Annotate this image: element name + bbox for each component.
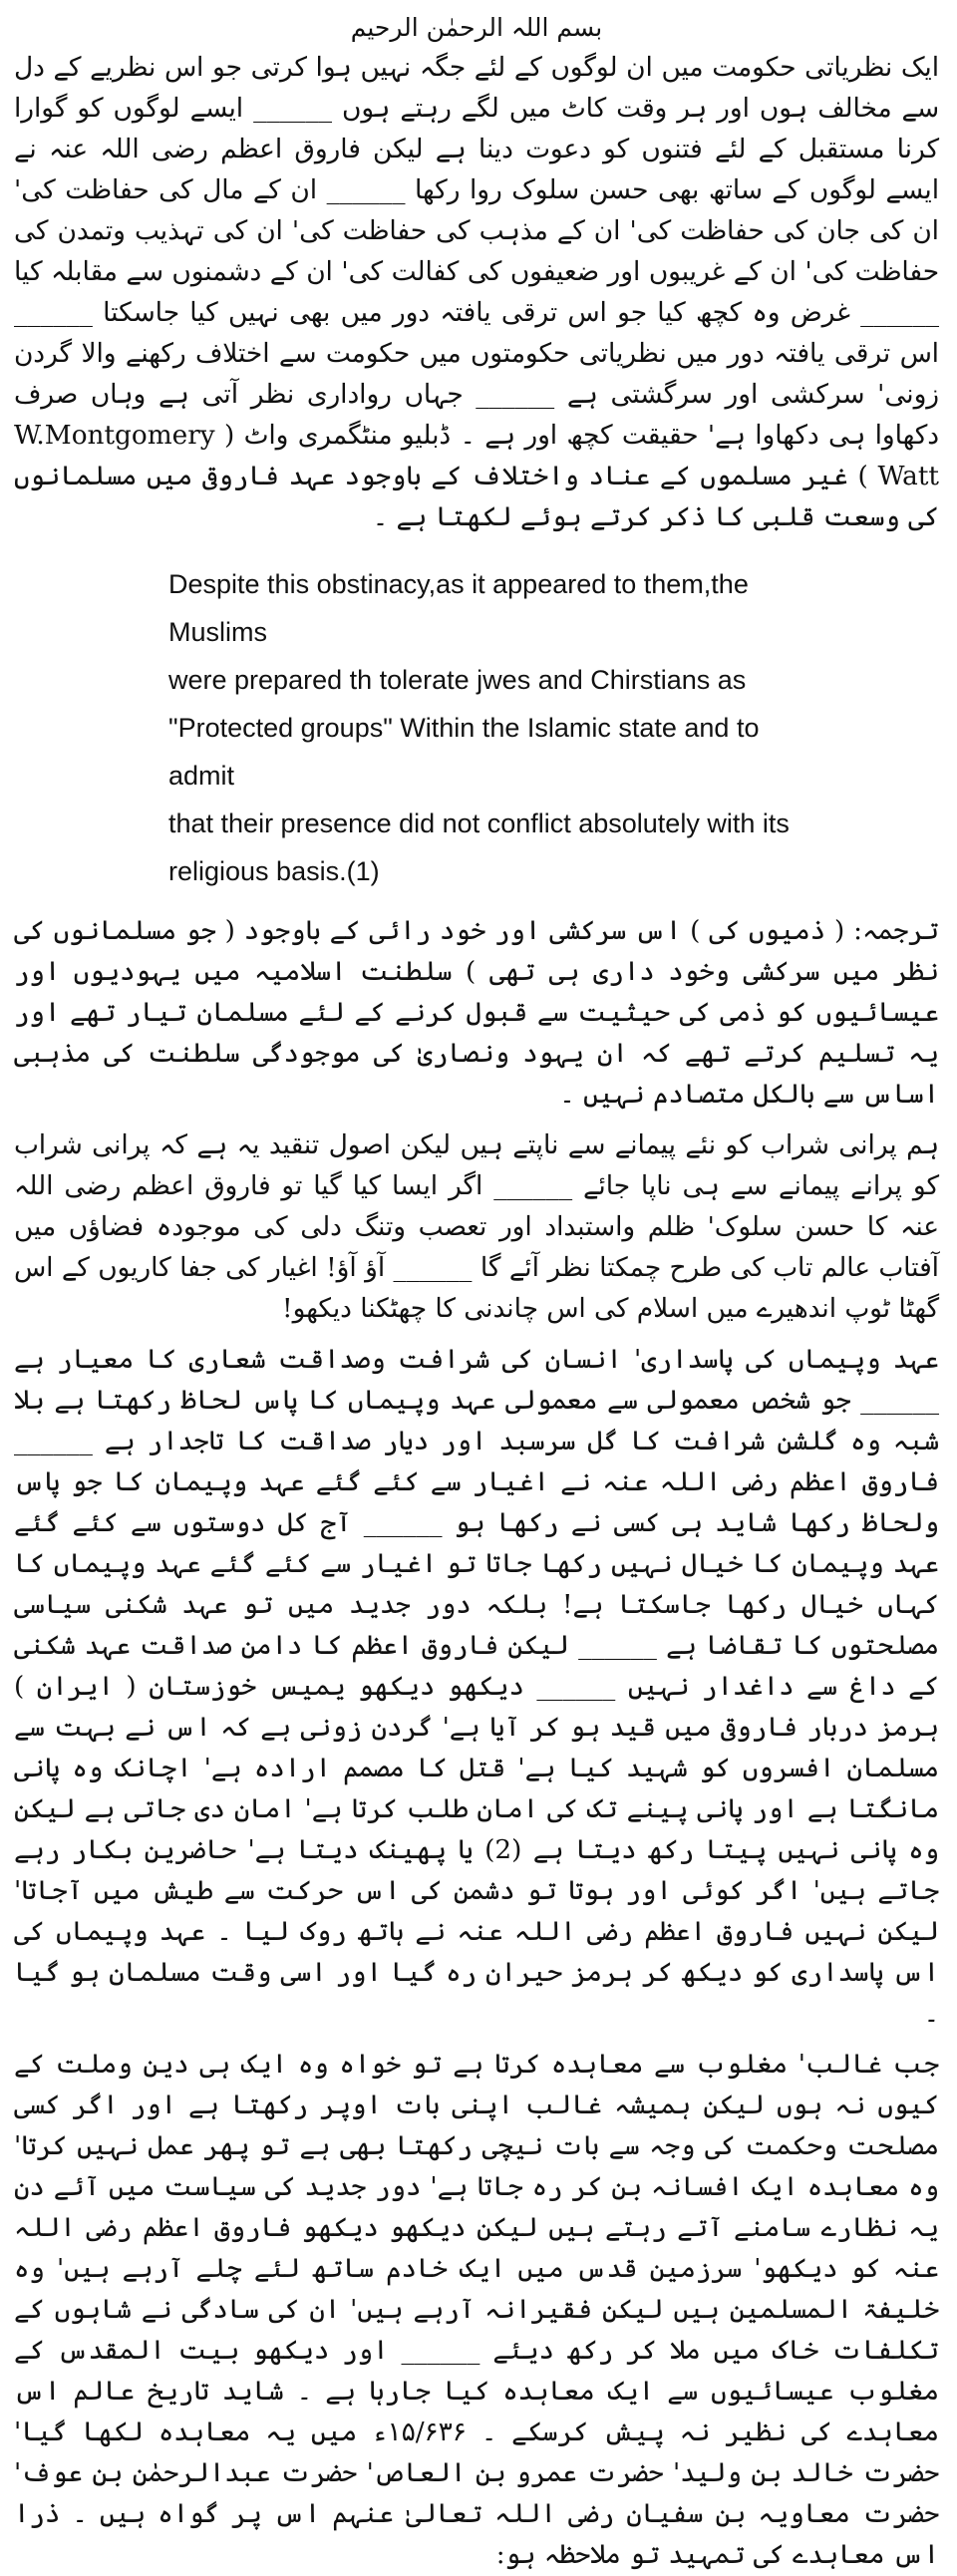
quote-line: religious basis.(1) [168,856,380,886]
bismillah-heading: بسم اللہ الرحمٰن الرحیم [350,13,603,42]
quote-line: were prepared th tolerate jwes and Chirstians as [168,665,747,695]
paragraph-1: ایک نظریاتی حکومت میں ان لوگوں کے لئے جگہ نہیں ہوا کرتی جو اس نظریے کے دل سے مخالف ہوں اور ہر وقت کاٹ میں لگے رہتے ہوں ______ ایسے لوگوں کو گوارا کرنا مستقبل کے لئے فتنوں کو دعوت دینا ہے لیکن فاروق اعظم رضی اللہ عنہ نے ایسے لوگوں کے ساتھ بھی حسن سلوک روا رکھا ______ ان کے مال کی حفاظت کی' ان کی جان کی حفاظت کی' ان کے مذہب کی حفاظت کی' ان کی تہذیب وتمدن کی حفاظت کی' ان کے غریبوں اور ضعیفوں کی کفالت کی' ان کے دشمنوں سے مقابلہ کیا ______ غرض وہ کچھ کیا جو اس ترقی یافتہ دور میں بھی نہیں کیا جاسکتا ______ اس ترقی یافتہ دور میں نظریاتی حکومتوں میں حکومت سے اختلاف رکھنے والا گردن زونی' سرکشی اور سرگشتی ہے ______ جہاں رواداری نظر آتی ہے وہاں صرف دکھاوا ہی دکھاوا ہے' حقیقت کچھ اور ہے ۔ ڈبلیو منٹگمری واٹ ( W.Montgomery Watt ) غیر مسلموں کے عناد واختلاف کے باوجود عہد فاروقی میں مسلمانوں کی وسعت قلبی کا ذکر کرتے ہوئے لکھتا ہے ۔ [14,53,939,532]
paragraph-4: عہد وپیماں کی پاسداری' انسان کی شرافت وصداقت شعاری کا معیار ہے ______ جو شخص معمولی سے معمولی عہد وپیماں کا پاس لحاظ رکھتا ہے بلا شبہ وہ گلشن شرافت کا گل سرسبد اور دیار صداقت کا تاجدار ہے ______ فاروق اعظم رضی اللہ عنہ نے اغیار سے کئے گئے عہد وپیمان کا جو پاس ولحاظ رکھا شاید ہی کسی نے رکھا ہو ______ آج کل دوستوں سے کئے گئے عہد وپیمان کا خیال نہیں رکھا جاتا تو اغیار سے کئے گئے عہد وپیماں کا کہاں خیال رکھا جاسکتا ہے! بلکہ دور جدید میں تو عہد شکنی سیاسی مصلحتوں کا تقاضا ہے ______ لیکن فاروق اعظم کا دامن صداقت عہد شکنی کے داغ سے داغدار نہیں ______ دیکھو دیکھو یمیس خوزستان ( ایران ) ہرمز دربار فاروقی میں قید ہو کر آیا ہے' گردن زونی ہے کہ اس نے بہت سے مسلمان افسروں کو شہید کیا ہے' قتل کا مصمم ارادہ ہے' اچانک وہ پانی مانگتا ہے اور پانی پینے تک کی امان طلب کرتا ہے' امان دی جاتی ہے لیکن وہ پانی نہیں پیتا رکھ دیتا ہے (2) یا پھینک دیتا ہے' حاضرین بکار رہے جاتے ہیں' اگر کوئی اور ہوتا تو دشمن کی اس حرکت سے طیش میں آجاتا' لیکن نہیں فاروق اعظم رضی اللہ عنہ نے ہاتھ روک لیا ۔ عہد وپیماں کی اس پاسداری کو دیکھ کر ہرمز حیران رہ گیا اور اسی وقت مسلمان ہو گیا ۔ [14,1345,939,2029]
paragraph-5: جب غالب' مغلوب سے معاہدہ کرتا ہے تو خواہ وہ ایک ہی دین وملت کے کیوں نہ ہوں لیکن ہمیشہ غالب اپنی بات اوپر رکھتا ہے اور اگر کسی مصلحت وحکمت کی وجہ سے بات نیچی رکھتا بھی ہے تو پھر عمل نہیں کرتا' وہ معاہدہ ایک افسانہ بن کر رہ جاتا ہے' دور جدید کی سیاست میں آئے دن یہ نظارے سامنے آتے رہتے ہیں لیکن دیکھو دیکھو فاروق اعظم رضی اللہ عنہ کو دیکھو' سرزمین قدس میں ایک خادم ساتھ لئے چلے آرہے ہیں' وہ خلیفۃ المسلمین ہیں لیکن فقیرانہ آرہے ہیں' ان کی سادگی نے شاہوں کے تکلفات خاک میں ملا کر رکھ دیئے ______ اور دیکھو بیت المقدس کے مغلوب عیسائیوں سے ایک معاہدہ کیا جارہا ہے ۔ شاید تاریخ عالم اس معاہدے کی نظیر نہ پیش کرسکے ۔ ۱۵/۶۳۶ء میں یہ معاہدہ لکھا گیا' حضرت خالد بن ولید' حضرت عمرو بن العاص' حضرت عبدالرحمٰن بن عوف' حضرت معاویہ بن سفیان رضی اللہ تعالیٰ عنہم اس پر گواہ ہیں ۔ ذرا اس معاہدے کی تمہید تو ملاحظہ ہو: [14,2050,939,2570]
quote-line: Despite this obstinacy,as it appeared to them,the Muslims [168,569,749,647]
quote-line: that their presence did not conflict absolutely with its [168,808,790,838]
paragraph-3: ہم پرانی شراب کو نئے پیمانے سے ناپتے ہیں لیکن اصول تنقید یہ ہے کہ پرانی شراب کو پرانے پیمانے سے ہی ناپا جائے ______ اگر ایسا کیا گیا تو فاروق اعظم رضی اللہ عنہ کا حسن سلوک' ظلم واستبداد اور تعصب وتنگ دلی کی موجودہ فضاؤں میں آفتاب عالم تاب کی طرح چمکتا نظر آئے گا ______ آؤ آؤ! اغیار کی جفا کاریوں کے اس گھٹا ٹوپ اندھیرے میں اسلام کی اس چاندنی کا چھٹکنا دیکھو! [14,1130,939,1324]
translation-paragraph: ترجمہ: ( ذمیوں کی ) اس سرکشی اور خود رائی کے باوجود ( جو مسلمانوں کی نظر میں سرکشی وخود داری ہی تھی ) سلطنت اسلامیہ میں یہودیوں اور عیسائیوں کو ذمی کی حیثیت سے قبول کرنے کے لئے مسلمان تیار تھے اور یہ تسلیم کرتے تھے کہ ان یہود ونصاریٰ کی موجودگی سلطنت کی مذہبی اساس سے بالکل متصادم نہیں ۔ [14,916,939,1110]
quote-line: "Protected groups" Within the Islamic state and to admit [168,713,760,791]
english-quote [168,560,806,895]
